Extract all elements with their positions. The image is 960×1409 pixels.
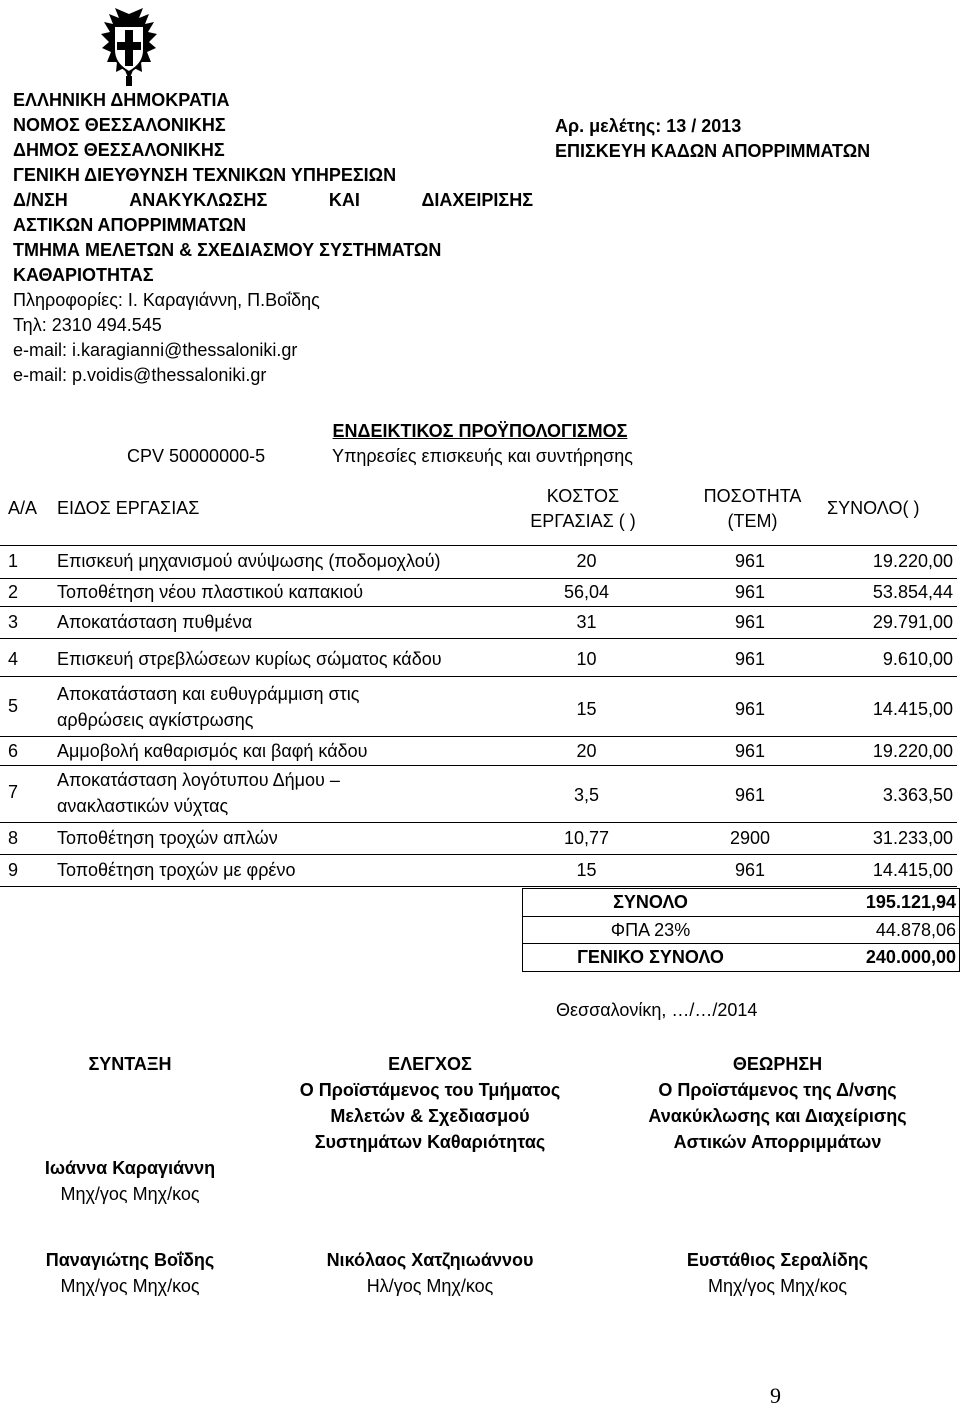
row-quantity: 961 <box>734 860 766 880</box>
row-total: 29.791,00 <box>872 612 953 632</box>
approved-role: Μηχ/γος Μηχ/κος <box>707 1276 848 1296</box>
study-title: ΕΠΙΣΚΕΥΗ ΚΑΔΩΝ ΑΠΟΡΡΙΜΜΑΤΩΝ <box>555 141 871 161</box>
header-general-directorate: ΓΕΝΙΚΗ ΔΙΕΥΘΥΝΣΗ ΤΕΧΝΙΚΩΝ ΥΠΗΡΕΣΙΩΝ <box>13 165 397 185</box>
checked-title: ΕΛΕΓΧΟΣ <box>388 1054 472 1074</box>
checked-role: Ηλ/γος Μηχ/κος <box>366 1276 494 1296</box>
table-rule <box>0 606 957 607</box>
header-directorate-part2: ΑΝΑΚΥΚΛΩΣΗΣ <box>129 190 268 210</box>
row-total: 19.220,00 <box>872 551 953 571</box>
row-number: 1 <box>8 551 19 571</box>
row-cost: 10,77 <box>563 828 610 848</box>
row-number: 2 <box>8 582 19 602</box>
approved-name: Ευστάθιος Σεραλίδης <box>686 1250 869 1270</box>
row-number: 5 <box>8 696 19 716</box>
row-cost: 15 <box>576 860 597 880</box>
summary-rule <box>523 916 959 917</box>
row-description: Αποκατάσταση και ευθυγράμμιση στις <box>57 684 360 704</box>
row-cost: 10 <box>576 649 597 669</box>
grand-total-label: ΓΕΝΙΚΟ ΣΥΝΟΛΟ <box>577 947 724 967</box>
row-quantity: 961 <box>734 582 766 602</box>
signature-space <box>0 1207 260 1247</box>
greek-coat-of-arms-icon <box>96 4 162 88</box>
row-total: 31.233,00 <box>872 828 953 848</box>
table-rule <box>0 545 957 546</box>
header-directorate-cont: ΑΣΤΙΚΩΝ ΑΠΟΡΡΙΜΜΑΤΩΝ <box>13 215 247 235</box>
col-header-qty-line1: ΠΟΣΟΤΗΤΑ <box>703 486 802 506</box>
signature-space <box>600 1155 955 1247</box>
compiled-name-1: Ιωάννα Καραγιάννη <box>44 1158 216 1178</box>
contact-phone: Τηλ: 2310 494.545 <box>13 315 162 335</box>
header-directorate <box>13 188 533 213</box>
header-directorate-part4: ΔΙΑΧΕΙΡΙΣΗΣ <box>421 190 533 210</box>
place-date: Θεσσαλονίκη, …/…/2014 <box>556 1000 758 1020</box>
header-municipality: ΔΗΜΟΣ ΘΕΣΣΑΛΟΝΙΚΗΣ <box>13 140 225 160</box>
row-description: Επισκευή στρεβλώσεων κυρίως σώματος κάδου <box>57 649 442 669</box>
study-info <box>555 114 870 164</box>
col-header-cost-line2: ΕΡΓΑΣΙΑΣ ( ) <box>530 511 636 531</box>
approved-position-2: Ανακύκλωσης και Διαχείρισης <box>648 1106 907 1126</box>
row-description: Τοποθέτηση τροχών απλών <box>57 828 278 848</box>
row-description: Τοποθέτηση τροχών με φρένο <box>57 860 296 880</box>
signature-space <box>0 1077 260 1155</box>
signature-approved <box>600 1051 955 1299</box>
table-rule <box>0 638 957 639</box>
page-number: 9 <box>770 1383 781 1408</box>
summary-box <box>522 888 960 972</box>
header-department: ΤΜΗΜΑ ΜΕΛΕΤΩΝ & ΣΧΕΔΙΑΣΜΟΥ ΣΥΣΤΗΜΑΤΩΝ <box>13 240 442 260</box>
row-cost: 56,04 <box>563 582 610 602</box>
row-quantity: 961 <box>734 649 766 669</box>
table-rule <box>0 765 957 766</box>
row-quantity: 961 <box>734 785 766 805</box>
subtotal-value: 195.121,94 <box>865 892 956 912</box>
compiled-title: ΣΥΝΤΑΞΗ <box>88 1054 172 1074</box>
cpv-code: CPV 50000000-5 <box>127 446 266 466</box>
budget-title: ΕΝΔΕΙΚΤΙΚΟΣ ΠΡΟΫΠΟΛΟΓΙΣΜΟΣ <box>332 421 628 441</box>
row-description-cont: αρθρώσεις αγκίστρωσης <box>57 710 254 730</box>
signature-compiled <box>0 1051 260 1299</box>
signature-space <box>255 1155 605 1247</box>
header-department-cont: ΚΑΘΑΡΙΟΤΗΤΑΣ <box>13 265 154 285</box>
row-description: Αποκατάσταση λογότυπου Δήμου – <box>57 770 340 790</box>
row-quantity: 961 <box>734 551 766 571</box>
row-description: Επισκευή μηχανισμού ανύψωσης (ποδομοχλού) <box>57 551 441 571</box>
col-header-desc: ΕΙΔΟΣ ΕΡΓΑΣΙΑΣ <box>57 498 200 518</box>
signature-checked <box>255 1051 605 1299</box>
row-total: 14.415,00 <box>872 699 953 719</box>
table-rule <box>0 822 957 823</box>
table-row <box>0 684 957 734</box>
row-description-cont: ανακλαστικών νύχτας <box>57 796 229 816</box>
row-cost: 31 <box>576 612 597 632</box>
row-number: 4 <box>8 649 19 669</box>
contact-email-2: e-mail: p.voidis@thessaloniki.gr <box>13 365 267 385</box>
row-total: 14.415,00 <box>872 860 953 880</box>
row-total: 9.610,00 <box>882 649 953 669</box>
row-quantity: 961 <box>734 612 766 632</box>
col-header-cost-line1: ΚΟΣΤΟΣ <box>546 486 620 506</box>
header-directorate-part1: Δ/ΝΣΗ <box>13 190 68 210</box>
table-rule <box>0 676 957 677</box>
compiled-role-1: Μηχ/γος Μηχ/κος <box>60 1184 200 1204</box>
checked-name: Νικόλαος Χατζηιωάννου <box>326 1250 534 1270</box>
compiled-role-2: Μηχ/γος Μηχ/κος <box>60 1276 200 1296</box>
row-description: Αμμοβολή καθαρισμός και βαφή κάδου <box>57 741 368 761</box>
row-number: 8 <box>8 828 19 848</box>
grand-total-value: 240.000,00 <box>865 947 956 967</box>
checked-position-1: Ο Προϊστάμενος του Τμήματος <box>299 1080 561 1100</box>
row-quantity: 961 <box>734 741 766 761</box>
col-header-qty <box>685 484 820 534</box>
checked-position-3: Συστημάτων Καθαριότητας <box>314 1132 546 1152</box>
header-republic: ΕΛΛΗΝΙΚΗ ΔΗΜΟΚΡΑΤΙΑ <box>13 90 230 110</box>
table-rule <box>0 854 957 855</box>
study-number: Αρ. μελέτης: 13 / 2013 <box>555 116 742 136</box>
row-number: 9 <box>8 860 19 880</box>
table-rule <box>0 578 957 579</box>
col-header-qty-line2: (ΤΕΜ) <box>727 511 778 531</box>
row-quantity: 961 <box>734 699 766 719</box>
row-total: 19.220,00 <box>872 741 953 761</box>
row-cost: 20 <box>576 741 597 761</box>
header-directorate-part3: ΚΑΙ <box>328 190 360 210</box>
table-rule <box>0 736 957 737</box>
row-number: 6 <box>8 741 19 761</box>
row-number: 3 <box>8 612 19 632</box>
approved-title: ΘΕΩΡΗΣΗ <box>732 1054 823 1074</box>
contact-info: Πληροφορίες: Ι. Καραγιάννη, Π.Βοΐδης <box>13 290 320 310</box>
row-cost: 3,5 <box>573 785 600 805</box>
summary-rule <box>523 943 959 944</box>
subtotal-label: ΣΥΝΟΛΟ <box>613 892 688 912</box>
checked-position-2: Μελετών & Σχεδιασμού <box>330 1106 530 1126</box>
row-quantity: 2900 <box>729 828 771 848</box>
table-row <box>0 770 957 820</box>
col-header-total: ΣΥΝΟΛΟ( ) <box>827 498 920 518</box>
row-cost: 20 <box>576 551 597 571</box>
vat-value: 44.878,06 <box>875 920 956 940</box>
table-rule <box>0 886 957 887</box>
row-total: 3.363,50 <box>882 785 953 805</box>
contact-email-1: e-mail: i.karagianni@thessaloniki.gr <box>13 340 298 360</box>
row-number: 7 <box>8 782 19 802</box>
approved-position-1: Ο Προϊστάμενος της Δ/νσης <box>658 1080 897 1100</box>
vat-label: ΦΠΑ 23% <box>610 920 691 940</box>
issuer-header <box>13 88 533 388</box>
row-total: 53.854,44 <box>872 582 953 602</box>
row-description: Αποκατάσταση πυθμένα <box>57 612 253 632</box>
cpv-description: Υπηρεσίες επισκευής και συντήρησης <box>332 446 633 466</box>
compiled-name-2: Παναγιώτης Βοΐδης <box>45 1250 215 1270</box>
row-cost: 15 <box>576 699 597 719</box>
col-header-cost <box>508 484 658 534</box>
col-header-no: Α/Α <box>8 498 38 518</box>
header-prefecture: ΝΟΜΟΣ ΘΕΣΣΑΛΟΝΙΚΗΣ <box>13 115 226 135</box>
approved-position-3: Αστικών Απορριμμάτων <box>673 1132 882 1152</box>
row-description: Τοποθέτηση νέου πλαστικού καπακιού <box>57 582 364 602</box>
